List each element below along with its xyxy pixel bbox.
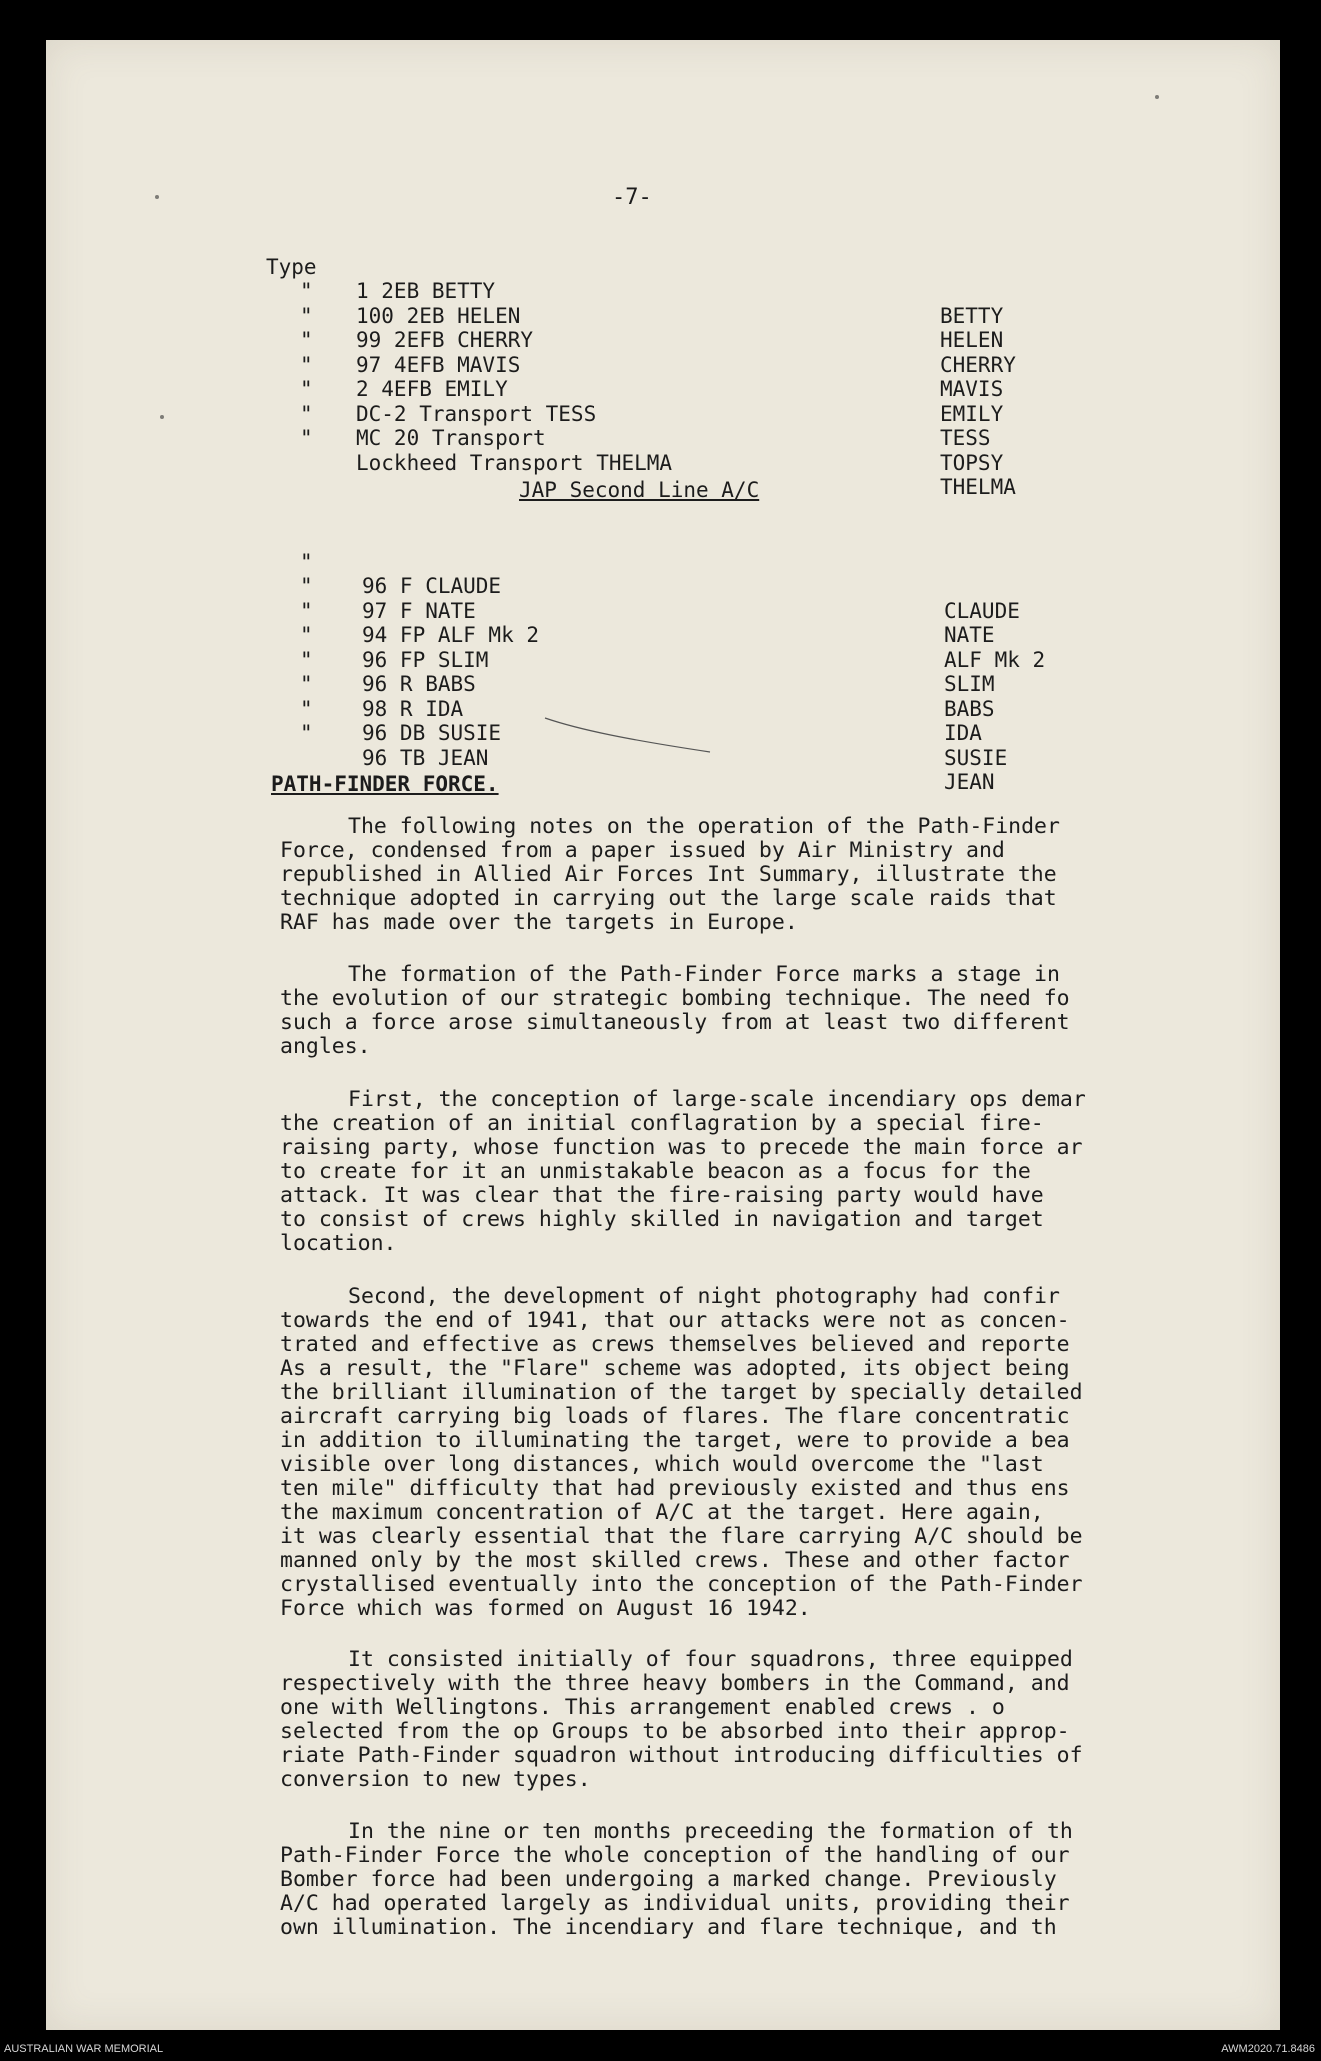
aircraft-desc: 97 F NATE — [362, 598, 476, 623]
aircraft-code: MAVIS — [940, 377, 1004, 401]
speck — [155, 195, 159, 199]
aircraft-code: EMILY — [940, 401, 1004, 426]
text-line: It consisted initially of four squadrons, three equipped — [348, 1648, 1073, 1672]
aircraft-code: CHERRY — [940, 352, 1016, 377]
aircraft-code: JEAN — [944, 770, 995, 794]
aircraft-desc: 100 2EB HELEN — [356, 303, 521, 328]
text-line: aircraft carrying big loads of flares. The flare concentratic — [280, 1405, 1070, 1429]
paragraph — [280, 1820, 1190, 1940]
text-line: the evolution of our strategic bombing technique. The need fo — [280, 987, 1070, 1011]
text-line: manned only by the most skilled crews. These and other factor — [280, 1549, 1070, 1573]
aircraft-desc: 1 2EB BETTY — [356, 279, 496, 303]
text-line: the maximum concentration of A/C at the target. Here again, — [280, 1501, 1044, 1525]
aircraft-code: NATE — [944, 623, 995, 647]
aircraft-desc: 2 4EFB EMILY — [356, 377, 508, 401]
aircraft-code: IDA — [944, 721, 982, 745]
paragraph — [280, 1088, 1190, 1256]
aircraft-code: HELEN — [940, 328, 1004, 352]
text-line: The following notes on the operation of the Path-Finder — [348, 815, 1060, 839]
text-line: trated and effective as crews themselves believed and reporte — [280, 1333, 1070, 1357]
aircraft-desc: DC-2 Transport TESS — [356, 401, 597, 426]
ditto-mark: " — [300, 672, 313, 696]
text-line: the creation of an initial conflagration by a special fire- — [280, 1112, 1044, 1136]
aircraft-desc: 98 R IDA — [362, 696, 464, 721]
text-line: As a result, the "Flare" scheme was adopted, its object being — [280, 1357, 1070, 1381]
ditto-mark: " — [300, 377, 313, 401]
aircraft-code: TOPSY — [940, 450, 1004, 475]
aircraft-desc: 96 TB JEAN — [362, 745, 489, 770]
aircraft-desc: 94 FP ALF Mk 2 — [362, 623, 540, 647]
text-line: to consist of crews highly skilled in navigation and target — [280, 1208, 1044, 1232]
ditto-mark: " — [300, 623, 313, 647]
ditto-mark: " — [300, 721, 313, 745]
text-line: attack. It was clear that the fire-raising party would have — [280, 1184, 1044, 1208]
text-line: it was clearly essential that the flare carrying A/C should be — [280, 1525, 1083, 1549]
text-line: A/C had operated largely as individual units, providing their — [280, 1892, 1070, 1916]
text-line: own illumination. The incendiary and flare technique, and th — [280, 1916, 1057, 1940]
text-line: angles. — [280, 1035, 371, 1059]
aircraft-desc: 96 R BABS — [362, 672, 476, 696]
aircraft-code: ALF Mk 2 — [944, 647, 1046, 672]
speck — [160, 415, 164, 419]
text-line: selected from the op Groups to be absorbed into their approp- — [280, 1720, 1070, 1744]
text-line: RAF has made over the targets in Europe. — [280, 911, 798, 935]
footer-accession-number: AWM2020.71.8486 — [1221, 2043, 1315, 2055]
ditto-mark: " — [300, 401, 313, 426]
pencil-mark — [540, 700, 720, 760]
section-title: PATH-FINDER FORCE. — [271, 772, 499, 796]
text-line: The formation of the Path-Finder Force marks a stage in — [348, 963, 1060, 987]
text-line: ten mile" difficulty that had previously existed and thus ens — [280, 1477, 1070, 1501]
aircraft-code: BABS — [944, 696, 995, 721]
ditto-mark: " — [300, 279, 313, 303]
text-line: Force, condensed from a paper issued by Air Ministry and — [280, 839, 1005, 863]
text-line: to create for it an unmistakable beacon as a focus for the — [280, 1160, 1031, 1184]
text-line: Bomber force had been undergoing a marked change. Previously — [280, 1868, 1057, 1892]
text-line: raising party, whose function was to precede the main force ar — [280, 1136, 1083, 1160]
ditto-mark: " — [300, 647, 313, 672]
page-number: -7- — [612, 185, 652, 210]
aircraft-desc: 96 F CLAUDE — [362, 574, 502, 598]
aircraft-desc: MC 20 Transport — [356, 426, 546, 450]
text-line: conversion to new types. — [280, 1768, 591, 1792]
ditto-mark: " — [300, 352, 313, 377]
text-line: Second, the development of night photography had confir — [348, 1285, 1060, 1309]
ditto-mark: " — [300, 549, 313, 574]
paragraph — [280, 963, 1190, 1059]
text-line: Force which was formed on August 16 1942. — [280, 1597, 811, 1621]
paragraph — [280, 1648, 1190, 1792]
aircraft-code: SLIM — [944, 672, 995, 696]
ditto-mark: " — [300, 328, 313, 352]
paragraph — [280, 815, 1190, 935]
type-label: Type — [266, 254, 317, 279]
text-line: towards the end of 1941, that our attacks were not as concen- — [280, 1309, 1070, 1333]
aircraft-desc: Lockheed Transport THELMA — [356, 450, 673, 475]
ditto-mark: " — [300, 696, 313, 721]
text-line: visible over long distances, which would overcome the "last — [280, 1453, 1044, 1477]
text-line: In the nine or ten months preceeding the formation of th — [348, 1820, 1073, 1844]
aircraft-code: BETTY — [940, 303, 1004, 328]
aircraft-code: TESS — [940, 426, 991, 450]
paragraph — [280, 1285, 1190, 1621]
footer-archive-name: AUSTRALIAN WAR MEMORIAL — [4, 2043, 164, 2055]
ditto-mark: " — [300, 303, 313, 328]
text-line: respectively with the three heavy bombers in the Command, and — [280, 1672, 1070, 1696]
text-line: one with Wellingtons. This arrangement enabled crews . o — [280, 1696, 1005, 1720]
aircraft-code: CLAUDE — [944, 598, 1020, 623]
text-line: technique adopted in carrying out the large scale raids that — [280, 887, 1057, 911]
text-line: Path-Finder Force the whole conception of the handling of our — [280, 1844, 1070, 1868]
text-line: location. — [280, 1232, 397, 1256]
aircraft-desc: 99 2EFB CHERRY — [356, 328, 534, 352]
ditto-mark: " — [300, 574, 313, 598]
text-line: First, the conception of large-scale incendiary ops demar — [348, 1088, 1086, 1112]
text-line: riate Path-Finder squadron without introducing difficulties of — [280, 1744, 1083, 1768]
aircraft-desc: 97 4EFB MAVIS — [356, 352, 521, 377]
aircraft-desc: 96 DB SUSIE — [362, 721, 502, 745]
text-line: crystallised eventually into the conception of the Path-Finder — [280, 1573, 1083, 1597]
text-line: republished in Allied Air Forces Int Summary, illustrate the — [280, 863, 1057, 887]
ditto-mark: " — [300, 426, 313, 450]
aircraft-code: THELMA — [940, 475, 1016, 499]
text-line: the brilliant illumination of the target by specially detailed — [280, 1381, 1083, 1405]
speck — [1155, 95, 1159, 99]
aircraft-desc: 96 FP SLIM — [362, 647, 489, 672]
ditto-mark: " — [300, 598, 313, 623]
text-line: such a force arose simultaneously from at least two different — [280, 1011, 1070, 1035]
aircraft-code: SUSIE — [944, 745, 1008, 770]
subheading: JAP Second Line A/C — [519, 478, 760, 502]
text-line: in addition to illuminating the target, were to provide a bea — [280, 1429, 1070, 1453]
